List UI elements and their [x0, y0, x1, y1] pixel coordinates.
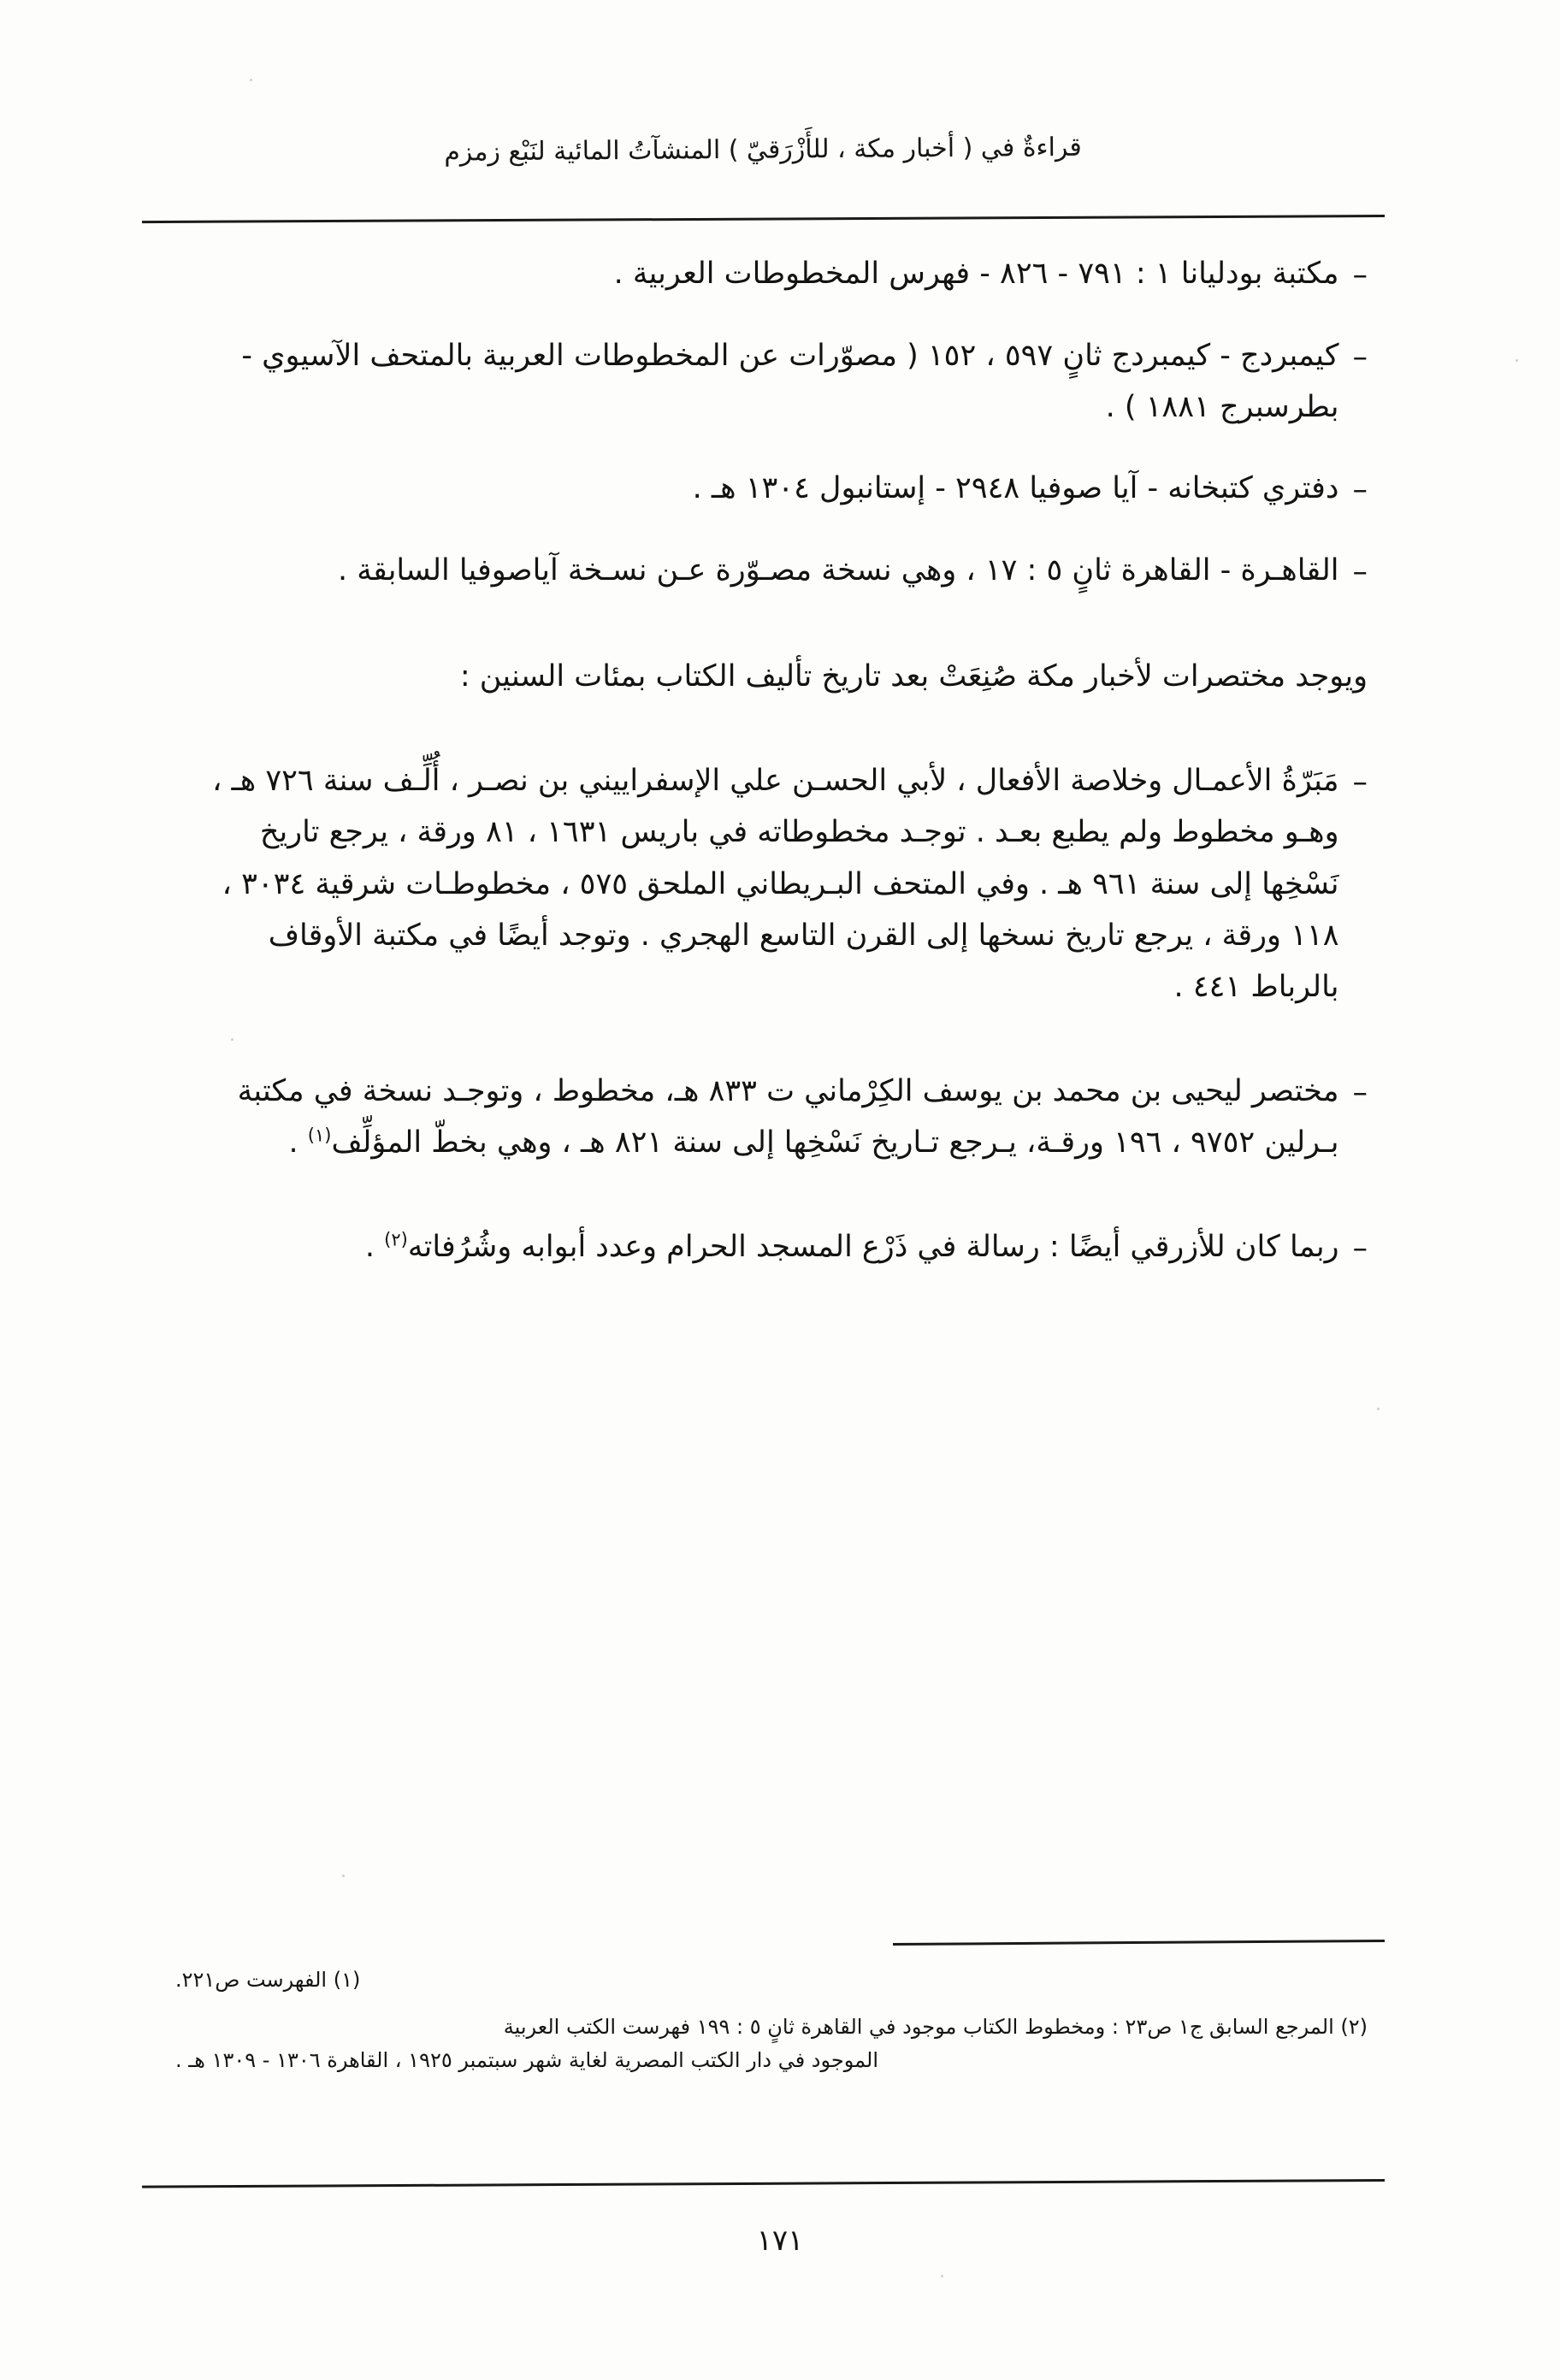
- spacer: [175, 1042, 1368, 1066]
- line: مخطوطاته في باريس ١٦٣١ ، ٨١ ورقة ، يرجع تاريخ نَسْخِها إلى سنة: [259, 815, 1339, 901]
- line: القاهـرة - القاهرة ثانٍ ٥ : ١٧ ، وهي نسخة مصـوّرة عـن نسـخة: [567, 552, 1339, 588]
- bullet-dash: –: [1352, 340, 1368, 375]
- spacer: [175, 1197, 1368, 1221]
- line: مكتبة بودليانا ١ : ٧٩١ - ٨٢٦ - فهرس المخطوطات العربية .: [613, 257, 1339, 291]
- footnote-ref-1[interactable]: (١): [307, 1125, 332, 1146]
- line: مختصر ليحيى بن محمد بن يوسف الكِرْماني ت ٨٣٣ هـ، مخطوط ،: [533, 1074, 1339, 1109]
- line: ٣٠٣٤ ، ١١٨ ورقة ، يرجع تاريخ نسخها إلى القرن التاسع الهجري .: [222, 866, 1339, 953]
- body-column: [175, 248, 1368, 1304]
- intro-paragraph: [175, 651, 1368, 702]
- line: (٢) المرجع السابق ج١ ص٢٣ : ومخطوط الكتاب موجود في القاهرة ثانٍ ٥ : ١٩٩ فهرست الكتب العربية: [503, 2014, 1368, 2039]
- line: كيمبردج - كيمبردج ثانٍ ٥٩٧ ، ١٥٢ ( مصوّرات عن المخطوطات: [573, 339, 1339, 374]
- spacer: [175, 731, 1368, 755]
- line: نصـر ، أُلِّـف سنة ٧٢٦ هـ ، وهـو مخطوط ولم يطبع بعـد . توجـد: [212, 764, 1339, 850]
- header-rule: [142, 215, 1385, 223]
- line-tail: .: [288, 1125, 298, 1160]
- running-head-text: قراءةٌ في ( أخبار مكة ، للأَزْرَقيّ ) المنشآتُ المائية لنَبْع زمزم: [444, 132, 1082, 168]
- scan-speck: [342, 1875, 345, 1877]
- line: ٩٦١ هـ . وفي المتحف البـريطاني الملحق ٥٧٥ ، مخطوطـات شرقية: [315, 866, 1141, 901]
- line: دفتري كتبخانه - آيا صوفيا ٢٩٤٨ - إستانبول ١٣٠٤ هـ .: [692, 470, 1339, 505]
- line-with-footnote: [365, 1230, 511, 1264]
- line: ويوجد مختصرات لأخبار مكة صُنِعَتْ بعد تاريخ تأليف الكتاب بمئات السنين :: [459, 658, 1368, 694]
- line-with-footnote: [289, 1125, 862, 1160]
- bullet-dash: –: [1352, 258, 1368, 292]
- footnote-ref-2[interactable]: (٢): [384, 1229, 408, 1250]
- footnote-2: [175, 2011, 1368, 2077]
- line: آياصوفيا السابقة .: [337, 552, 558, 588]
- list-item-text: [175, 545, 1339, 596]
- line: العربية بالمتحف الآسيوي - بطرسبرج ١٨٨١ ) .: [241, 339, 1339, 425]
- line: مَبَرّةُ الأعمـال وخلاصة الأفعال ، لأبي الحسـن علي الإسفراييني بن: [537, 764, 1339, 799]
- bullet-dash: –: [1352, 472, 1368, 507]
- footnote-1: [175, 1964, 1368, 1997]
- footnotes-block: [175, 1964, 1368, 2091]
- bullet-dash: –: [1352, 1231, 1368, 1267]
- running-head-block: [141, 128, 1385, 168]
- line: نَسْخِها إلى سنة ٨٢١ هـ ، وهي بخطّ المؤلِّف: [331, 1125, 862, 1160]
- line: وتوجـد نسخة في مكتبة بـرلين ٩٧٥٢ ، ١٩٦ ورقـة، يـرجع تـاريخ: [237, 1074, 1339, 1160]
- list-item: [175, 330, 1368, 433]
- scan-speck: [941, 2275, 943, 2277]
- list-item: [175, 1066, 1368, 1168]
- list-item-text: [175, 463, 1339, 514]
- list-item: [175, 755, 1368, 1013]
- spacer: [175, 627, 1368, 651]
- line: وتوجد أيضًا في مكتبة الأوقاف بالرباط ٤٤١ .: [268, 918, 1339, 1004]
- footnote-separator-rule: [893, 1940, 1385, 1946]
- bullet-dash: –: [1352, 1076, 1368, 1111]
- list-item-text: [175, 755, 1339, 1013]
- scan-speck: [231, 1038, 233, 1041]
- list-item: [175, 545, 1368, 598]
- line: (١) الفهرست ص٢٢١.: [175, 1968, 361, 1992]
- page-number: ١٧١: [756, 2223, 804, 2258]
- list-item-text: [175, 1221, 1339, 1273]
- scan-speck: [250, 79, 252, 81]
- line: ربما كان للأزرقي أيضًا : رسالة في ذَرْع المسجد الحرام وعدد أبوابه: [521, 1230, 1339, 1265]
- list-item-text: [175, 330, 1339, 433]
- line-tail: .: [364, 1230, 375, 1265]
- list-item: [175, 463, 1368, 516]
- list-item-text: [175, 248, 1339, 299]
- bullet-dash: –: [1352, 765, 1368, 800]
- list-item: [175, 1221, 1368, 1274]
- list-item: [175, 248, 1368, 301]
- footer-rule: [142, 2179, 1385, 2188]
- line: الموجود في دار الكتب المصرية لغاية شهر سبتمبر ١٩٢٥ ، القاهرة ١٣٠٦ - ١٣٠٩ هـ .: [175, 2047, 878, 2072]
- scan-speck: [1516, 359, 1518, 362]
- bullet-dash: –: [1352, 554, 1368, 589]
- line: وشُرُفاته: [407, 1230, 512, 1265]
- scan-speck: [1377, 1408, 1380, 1410]
- list-item-text: [175, 1066, 1339, 1168]
